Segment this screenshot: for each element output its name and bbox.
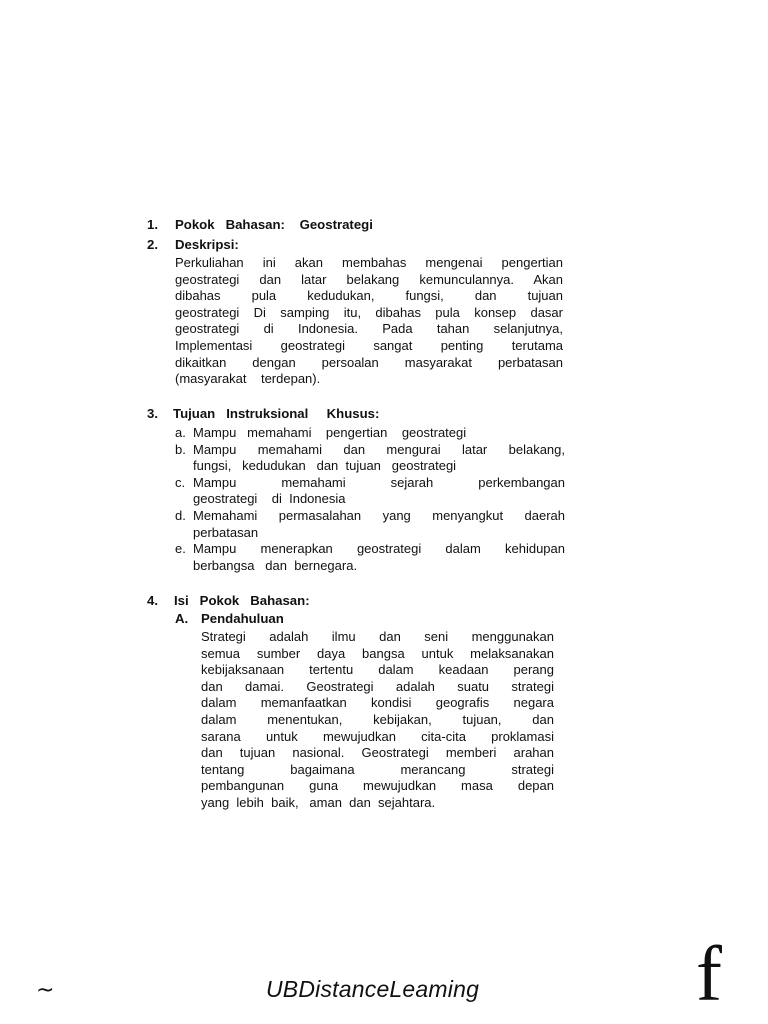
paragraph-line: dikaitkan dengan persoalan masyarakat perbatasan (175, 354, 563, 370)
list-item (175, 541, 565, 574)
paragraph-line: kebijaksanaan tertentu dalam keadaan perang (201, 662, 554, 678)
list-marker: b. (175, 441, 186, 457)
paragraph-line: geostrategi dan latar belakang kemunculannya. Akan (175, 271, 563, 287)
paragraph-line: (masyarakat terdepan). (175, 371, 321, 387)
list-item-line: fungsi, kedudukan dan tujuan geostrategi (193, 458, 457, 474)
list-item (175, 425, 565, 442)
section-2-paragraph (175, 255, 563, 388)
footer-brand: UBDistanceLeaming (266, 976, 480, 1002)
list-item-line: Memahami permasalahan yang menyangkut daerah (193, 507, 565, 523)
list-item-line: geostrategi di Indonesia (193, 491, 346, 507)
paragraph-line: tentang bagaimana merancang strategi (201, 761, 554, 777)
paragraph-line: pembangunan guna mewujudkan masa depan (201, 778, 554, 794)
paragraph-line: Perkuliahan ini akan membahas mengenai pengertian (175, 255, 563, 270)
section-number: 2. (147, 237, 158, 252)
list-marker: e. (175, 541, 186, 557)
paragraph-line: geostrategi Di samping itu, dibahas pula konsep dasar (175, 304, 563, 320)
subsection-title: Pendahuluan (201, 611, 284, 626)
paragraph-line: geostrategi di Indonesia. Pada tahan selanjutnya, (175, 321, 563, 337)
footer-tilde: ~ (36, 978, 55, 1003)
section-4-heading (147, 593, 310, 610)
paragraph-line: Implementasi geostrategi sangat penting terutama (175, 337, 563, 353)
list-item-line: perbatasan (193, 524, 259, 540)
paragraph-line: dalam menentukan, kebijakan, tujuan, dan (201, 711, 554, 727)
paragraph-line: sarana untuk mewujudkan cita-cita proklamasi (201, 728, 554, 744)
list-marker: c. (175, 474, 186, 490)
paragraph-line: dalam memanfaatkan kondisi geografis negara (201, 695, 554, 711)
list-marker: d. (175, 507, 186, 523)
section-title: Tujuan Instruksional Khusus: (173, 406, 380, 421)
list-item-line: Mampu memahami dan mengurai latar belakang, (193, 441, 565, 457)
section-title: Deskripsi: (175, 237, 239, 252)
list-item-line: berbangsa dan bernegara. (193, 557, 358, 573)
section-title: Isi Pokok Bahasan: (174, 593, 310, 608)
section-number: 3. (147, 406, 158, 421)
section-1-heading (147, 217, 373, 234)
paragraph-line: dan tujuan nasional. Geostrategi memberi arahan (201, 745, 554, 761)
paragraph-line: semua sumber daya bangsa untuk melaksanakan (201, 645, 554, 661)
section-2-heading (147, 237, 239, 254)
section-title: Pokok Bahasan: Geostrategi (175, 217, 373, 232)
list-marker: a. (175, 425, 186, 440)
list-item (175, 442, 565, 475)
objective-list (175, 425, 565, 574)
paragraph-line: dibahas pula kedudukan, fungsi, dan tujuan (175, 288, 563, 304)
section-3-heading (147, 406, 380, 423)
paragraph-line: dan damai. Geostrategi adalah suatu strategi (201, 678, 554, 694)
list-item-line: Mampu menerapkan geostrategi dalam kehidupan (193, 541, 565, 557)
subsection-a-heading (175, 611, 284, 628)
list-item (175, 475, 565, 508)
section-number: 1. (147, 217, 158, 232)
paragraph-line: Strategi adalah ilmu dan seni menggunakan (201, 629, 554, 644)
list-item-line: Mampu memahami sejarah perkembangan (193, 474, 565, 490)
section-number: 4. (147, 593, 158, 608)
subsection-letter: A. (175, 611, 189, 626)
footer-mark: f (696, 930, 722, 1017)
list-item (175, 508, 565, 541)
list-item-line: Mampu memahami pengertian geostrategi (193, 425, 467, 440)
subsection-a-paragraph (201, 629, 554, 812)
paragraph-line: yang lebih baik, aman dan sejahtara. (201, 794, 436, 810)
